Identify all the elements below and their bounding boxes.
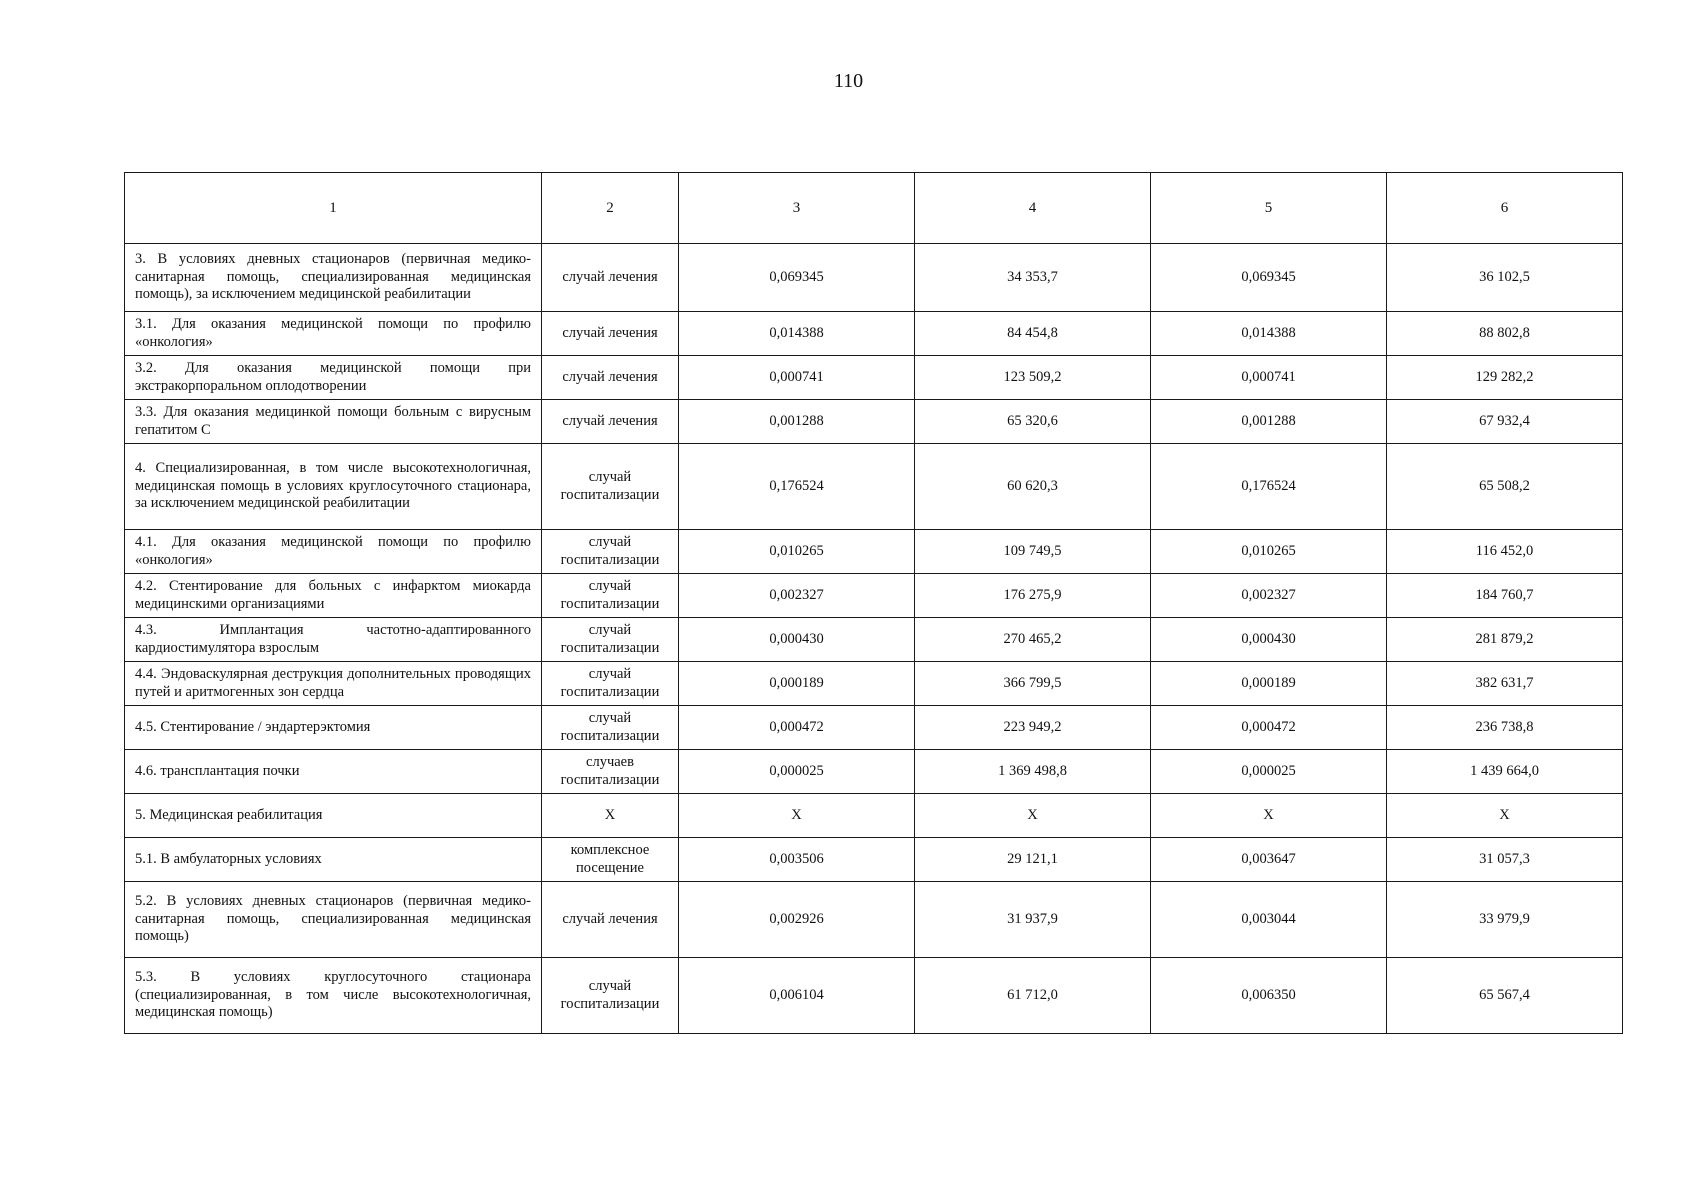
row-col-5: 0,176524	[1151, 444, 1387, 530]
row-unit: случай госпитализации	[542, 618, 679, 662]
row-col-5: X	[1151, 794, 1387, 838]
table-row	[125, 400, 1623, 444]
row-col-6: 184 760,7	[1387, 574, 1623, 618]
page-number: 110	[833, 70, 864, 92]
row-col-4: 61 712,0	[915, 958, 1151, 1034]
row-col-4: 65 320,6	[915, 400, 1151, 444]
row-col-4: 223 949,2	[915, 706, 1151, 750]
table-row	[125, 574, 1623, 618]
row-name: 3.2. Для оказания медицинской помощи при экстракорпоральном оплодотворении	[125, 356, 542, 400]
row-col-4: 1 369 498,8	[915, 750, 1151, 794]
row-unit: случай лечения	[542, 882, 679, 958]
row-name: 4. Специализированная, в том числе высокотехнологичная, медицинская помощь в условиях круглосуточного стационара, за исключением медицинской реабилитации	[125, 444, 542, 530]
row-col-6: 67 932,4	[1387, 400, 1623, 444]
row-col-4: 270 465,2	[915, 618, 1151, 662]
header-col-2: 2	[542, 173, 679, 244]
row-col-6: 281 879,2	[1387, 618, 1623, 662]
row-col-6: 88 802,8	[1387, 312, 1623, 356]
row-name: 3.3. Для оказания медицинкой помощи больным с вирусным гепатитом С	[125, 400, 542, 444]
row-col-6: 65 567,4	[1387, 958, 1623, 1034]
row-col-3: 0,000741	[679, 356, 915, 400]
row-col-3: 0,003506	[679, 838, 915, 882]
row-col-5: 0,010265	[1151, 530, 1387, 574]
row-col-5: 0,003647	[1151, 838, 1387, 882]
row-col-5: 0,006350	[1151, 958, 1387, 1034]
row-col-3: 0,010265	[679, 530, 915, 574]
row-col-4: 29 121,1	[915, 838, 1151, 882]
row-name: 4.4. Эндоваскулярная деструкция дополнительных проводящих путей и аритмогенных зон сердца	[125, 662, 542, 706]
row-col-4: 123 509,2	[915, 356, 1151, 400]
table-row	[125, 794, 1623, 838]
row-col-4: 60 620,3	[915, 444, 1151, 530]
row-col-6: 382 631,7	[1387, 662, 1623, 706]
row-col-4: X	[915, 794, 1151, 838]
row-unit: X	[542, 794, 679, 838]
row-col-4: 109 749,5	[915, 530, 1151, 574]
row-col-3: 0,000472	[679, 706, 915, 750]
table-row	[125, 958, 1623, 1034]
row-unit: случай лечения	[542, 312, 679, 356]
header-col-6: 6	[1387, 173, 1623, 244]
row-name: 5.1. В амбулаторных условиях	[125, 838, 542, 882]
row-col-4: 34 353,7	[915, 244, 1151, 312]
row-col-6: 36 102,5	[1387, 244, 1623, 312]
row-name: 5. Медицинская реабилитация	[125, 794, 542, 838]
row-unit: случаев госпитализации	[542, 750, 679, 794]
header-row	[125, 173, 1623, 244]
row-name: 5.2. В условиях дневных стационаров (первичная медико-санитарная помощь, специализированная медицинская помощь)	[125, 882, 542, 958]
row-unit: случай лечения	[542, 400, 679, 444]
row-col-6: 65 508,2	[1387, 444, 1623, 530]
row-col-6: 31 057,3	[1387, 838, 1623, 882]
table-row	[125, 444, 1623, 530]
header-col-3: 3	[679, 173, 915, 244]
table-row	[125, 706, 1623, 750]
row-name: 4.5. Стентирование / эндартерэктомия	[125, 706, 542, 750]
row-name: 5.3. В условиях круглосуточного стационара (специализированная, в том числе высокотехнологичная, медицинская помощь)	[125, 958, 542, 1034]
header-col-5: 5	[1151, 173, 1387, 244]
table-row	[125, 750, 1623, 794]
data-table	[124, 172, 1623, 1034]
table-row	[125, 882, 1623, 958]
header-col-1: 1	[125, 173, 542, 244]
row-col-5: 0,000025	[1151, 750, 1387, 794]
row-col-6: 1 439 664,0	[1387, 750, 1623, 794]
header-col-4: 4	[915, 173, 1151, 244]
row-name: 4.1. Для оказания медицинской помощи по профилю «онкология»	[125, 530, 542, 574]
table-row	[125, 356, 1623, 400]
row-col-3: 0,006104	[679, 958, 915, 1034]
row-col-5: 0,000741	[1151, 356, 1387, 400]
row-col-3: 0,000430	[679, 618, 915, 662]
row-name: 4.3. Имплантация частотно-адаптированного кардиостимулятора взрослым	[125, 618, 542, 662]
row-col-6: 236 738,8	[1387, 706, 1623, 750]
row-col-4: 31 937,9	[915, 882, 1151, 958]
row-col-3: 0,002926	[679, 882, 915, 958]
row-name: 3.1. Для оказания медицинской помощи по профилю «онкология»	[125, 312, 542, 356]
row-col-3: 0,000025	[679, 750, 915, 794]
row-col-3: 0,176524	[679, 444, 915, 530]
table-row	[125, 662, 1623, 706]
row-unit: случай госпитализации	[542, 706, 679, 750]
row-col-5: 0,001288	[1151, 400, 1387, 444]
row-unit: случай госпитализации	[542, 574, 679, 618]
row-col-5: 0,000472	[1151, 706, 1387, 750]
table-row	[125, 838, 1623, 882]
row-col-3: 0,069345	[679, 244, 915, 312]
row-col-6: 129 282,2	[1387, 356, 1623, 400]
row-col-6: 116 452,0	[1387, 530, 1623, 574]
row-col-5: 0,000189	[1151, 662, 1387, 706]
row-col-5: 0,000430	[1151, 618, 1387, 662]
row-col-4: 176 275,9	[915, 574, 1151, 618]
row-col-3: 0,001288	[679, 400, 915, 444]
row-col-5: 0,002327	[1151, 574, 1387, 618]
row-unit: случай лечения	[542, 356, 679, 400]
row-unit: случай госпитализации	[542, 444, 679, 530]
row-col-3: X	[679, 794, 915, 838]
row-unit: случай госпитализации	[542, 530, 679, 574]
table-body	[125, 244, 1623, 1034]
table-row	[125, 530, 1623, 574]
row-col-3: 0,002327	[679, 574, 915, 618]
row-col-5: 0,014388	[1151, 312, 1387, 356]
row-col-6: 33 979,9	[1387, 882, 1623, 958]
row-unit: случай лечения	[542, 244, 679, 312]
row-col-5: 0,003044	[1151, 882, 1387, 958]
row-name: 3. В условиях дневных стационаров (первичная медико-санитарная помощь, специализированная медицинская помощь), за исключением медицинской реабилитации	[125, 244, 542, 312]
table-row	[125, 244, 1623, 312]
row-col-4: 84 454,8	[915, 312, 1151, 356]
row-col-3: 0,014388	[679, 312, 915, 356]
row-col-3: 0,000189	[679, 662, 915, 706]
table-header	[125, 173, 1623, 244]
row-unit: случай госпитализации	[542, 662, 679, 706]
row-name: 4.6. трансплантация почки	[125, 750, 542, 794]
row-unit: случай госпитализации	[542, 958, 679, 1034]
row-col-6: X	[1387, 794, 1623, 838]
row-col-4: 366 799,5	[915, 662, 1151, 706]
row-unit: комплексное посещение	[542, 838, 679, 882]
table-row	[125, 312, 1623, 356]
row-col-5: 0,069345	[1151, 244, 1387, 312]
row-name: 4.2. Стентирование для больных с инфарктом миокарда медицинскими организациями	[125, 574, 542, 618]
table-row	[125, 618, 1623, 662]
